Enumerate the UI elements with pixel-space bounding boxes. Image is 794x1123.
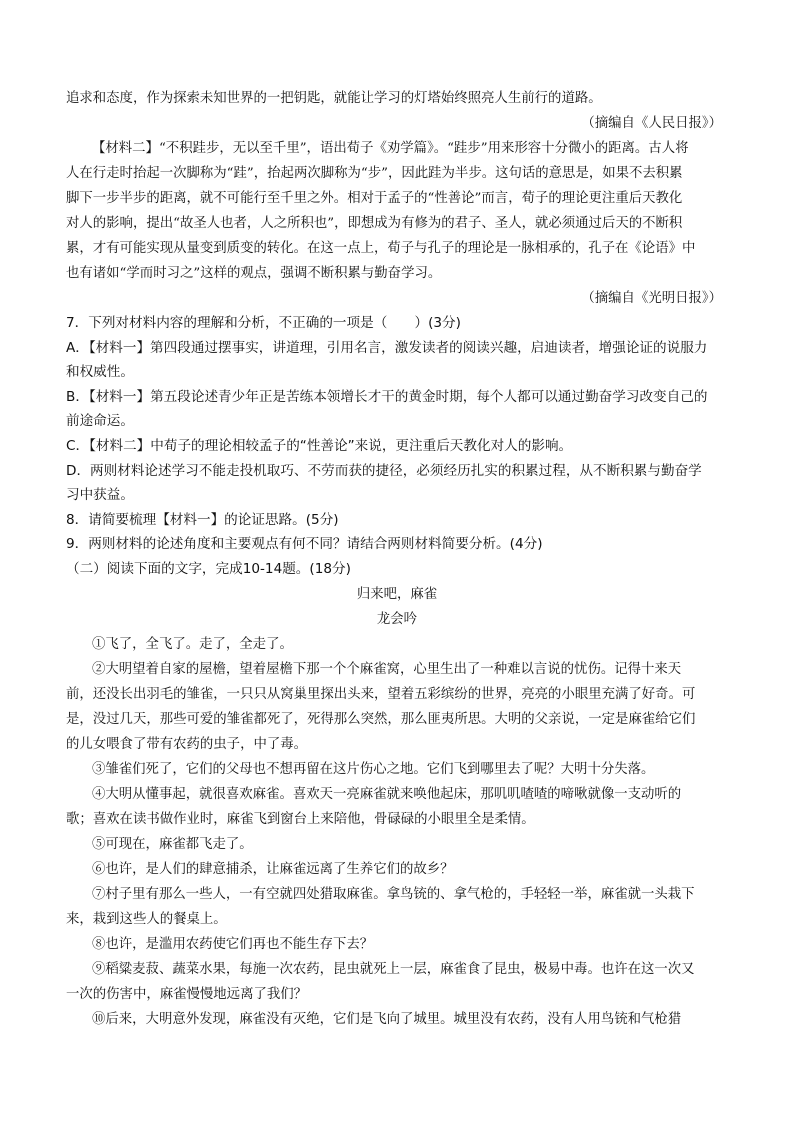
question-line: 7．下列对材料内容的理解和分析，不正确的一项是（ ）(3分): [66, 315, 461, 331]
paragraph-first-line: ④大明从懂事起，就很喜欢麻雀。喜欢天一亮麻雀就来唤他起床，那叽叽喳喳的啼啾就像一支动听的: [92, 786, 682, 802]
question-line: 9．两则材料的论述角度和主要观点有何不同？请结合两则材料简要分析。(4分): [66, 536, 543, 553]
paragraph-first-line: ②大明望着自家的屋檐，望着屋檐下那一个个麻雀窝，心里生出了一种难以言说的忧伤。记得十来天: [92, 661, 682, 677]
passage-title: 归来吧，麻雀: [356, 586, 438, 602]
source-citation: （摘编自《光明日报》）: [581, 291, 722, 306]
document-page: [66, 86, 728, 1032]
prose-line: 对人的影响，提出“故圣人也者，人之所积也”，即想成为有修为的君子、圣人，就必须通过后天的不断积: [66, 216, 683, 231]
paragraph-first-line: ⑩后来，大明意外发现，麻雀没有灭绝，它们是飞向了城里。城里没有农药，没有人用鸟铳和气枪猎: [92, 1011, 682, 1027]
paragraph-first-line: ③雏雀们死了，它们的父母也不想再留在这片伤心之地。它们飞到哪里去了呢？大明十分失落。: [92, 761, 655, 777]
paragraph-first-line: ⑨稻粱麦菽、蔬菜水果，每施一次农药，昆虫就死上一层，麻雀食了昆虫，极易中毒。也许在这一次又: [92, 961, 695, 977]
question-line: 和权威性。: [66, 364, 134, 381]
question-line: B．【材料一】第五段论述青少年正是苦练本领增长才干的黄金时期，每个人都可以通过勤奋学习改变自己的: [66, 388, 708, 405]
prose-line: 累，才有可能实现从量变到质变的转化。在这一点上，荀子与孔子的理论是一脉相承的，孔子在《论语》中: [66, 241, 696, 256]
prose-line: 是，没过几天，那些可爱的雏雀都死了，死得那么突然，那么匪夷所思。大明的父亲说，一定是麻雀给它们: [66, 711, 696, 727]
question-line: （二）阅读下面的文字，完成10-14题。(18分): [66, 560, 351, 577]
source-citation: （摘编自《人民日报》）: [581, 116, 722, 131]
prose-line: 脚下一步半步的距离，就不可能行至千里之外。相对于孟子的“性善论”而言，荀子的理论更注重后天教化: [66, 191, 683, 206]
prose-line: 也有诸如“学而时习之”这样的观点，强调不断积累与勤奋学习。: [66, 266, 442, 281]
question-line: 前途命运。: [66, 413, 134, 430]
paragraph-first-line: ⑥也许，是人们的肆意捕杀，让麻雀远离了生养它们的故乡？: [92, 861, 454, 877]
prose-line: 追求和态度，作为探索未知世界的一把钥匙，就能让学习的灯塔始终照亮人生前行的道路。: [66, 91, 602, 106]
paragraph-first-line: ⑧也许，是滥用农药使它们再也不能生存下去？: [92, 936, 374, 952]
question-line: C．【材料二】中荀子的理论相较孟子的“性善论”来说，更注重后天教化对人的影响。: [66, 437, 573, 454]
passage-title: 龙会吟: [376, 611, 418, 627]
question-line: 8．请简要梳理【材料一】的论证思路。(5分): [66, 511, 339, 528]
paragraph-first-line: ⑦村子里有那么一些人，一有空就四处猎取麻雀。拿鸟铳的、拿气枪的，手轻轻一举，麻雀就一头栽下: [92, 886, 695, 902]
paragraph-first-line: 【材料二】“不积跬步，无以至千里”，语出荀子《劝学篇》。“跬步”用来形容十分微小的距离。古人将: [92, 141, 689, 156]
prose-line: 歌；喜欢在读书做作业时，麻雀飞到窗台上来陪他，骨碌碌的小眼里全是柔情。: [66, 811, 535, 827]
prose-line: 人在行走时抬起一次脚称为“跬”，抬起两次脚称为“步”，因此跬为半步。这句话的意思是，如果不去积累: [66, 166, 683, 181]
question-line: A．【材料一】第四段通过摆事实，讲道理，引用名言，激发读者的阅读兴趣，启迪读者，增强论证的说服力: [66, 339, 708, 356]
prose-line: 前，还没长出羽毛的雏雀，一只只从窝巢里探出头来，望着五彩缤纷的世界，亮亮的小眼里充满了好奇。可: [66, 686, 696, 702]
question-line: D．两则材料论述学习不能走投机取巧、不劳而获的捷径，必须经历扎实的积累过程，从不断积累与勤奋学: [66, 462, 702, 479]
prose-line: 一次的伤害中，麻雀慢慢地远离了我们？: [66, 986, 308, 1002]
paragraph-first-line: ⑤可现在，麻雀都飞走了。: [92, 836, 253, 852]
question-line: 习中获益。: [66, 487, 134, 504]
prose-line: 的儿女喂食了带有农药的虫子，中了毒。: [66, 736, 308, 752]
prose-line: 来，栽到这些人的餐桌上。: [66, 911, 227, 927]
paragraph-first-line: ①飞了，全飞了。走了，全走了。: [92, 636, 293, 652]
